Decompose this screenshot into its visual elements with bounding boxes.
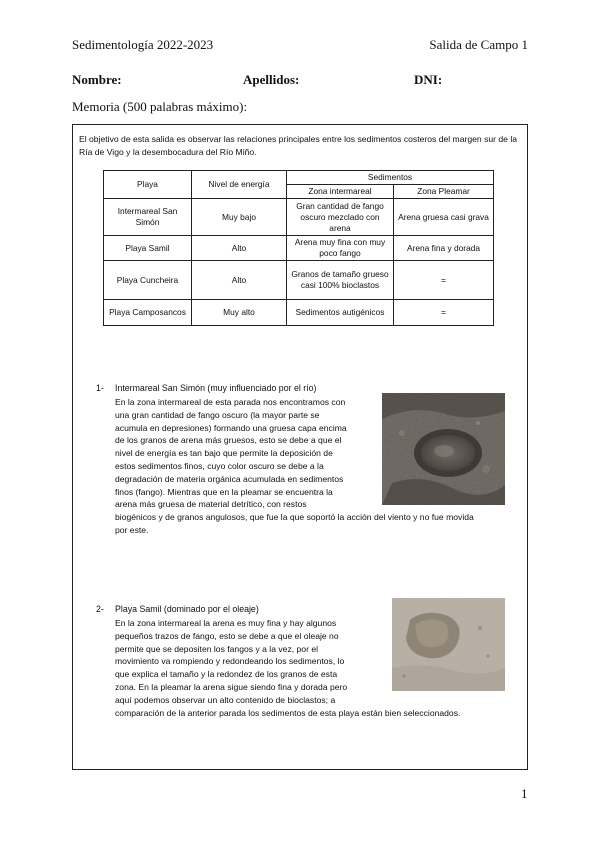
label-apellidos: Apellidos: bbox=[243, 72, 300, 87]
cell-pleamar: Arena fina y dorada bbox=[394, 236, 494, 261]
text-line: nivel de energía es tan bajo que permite la deposición de bbox=[115, 448, 333, 459]
cell-intermareal: Granos de tamaño grueso casi 100% bioclastos bbox=[287, 261, 394, 300]
section-1-number: 1- bbox=[96, 383, 104, 393]
th-pleamar: Zona Pleamar bbox=[394, 185, 494, 199]
memoria-heading: Memoria (500 palabras máximo): bbox=[72, 99, 248, 114]
th-nivel: Nivel de energía bbox=[192, 171, 287, 199]
th-sedimentos: Sedimentos bbox=[287, 171, 494, 185]
text-line: pequeños trazos de fango, esto se debe a que el oleaje no bbox=[115, 630, 339, 641]
text-line: de los granos de arena más gruesos, esto se debe a que el bbox=[115, 435, 342, 446]
section-2-number: 2- bbox=[96, 604, 104, 614]
text-line: En la zona intermareal de esta parada nos encontramos con bbox=[115, 397, 346, 407]
text-line: estos sedimentos finos, cuyo color oscuro se debe a la bbox=[115, 460, 324, 471]
page-number: 1 bbox=[521, 786, 528, 801]
cell-pleamar: = bbox=[394, 261, 494, 300]
text-line: comparación de la anterior parada los sedimentos de esta playa están bien seleccionados. bbox=[115, 707, 461, 718]
cell-nivel: Muy bajo bbox=[192, 199, 287, 236]
text-line: que explica el tamaño y la redondez de los granos de esta bbox=[115, 669, 338, 680]
cell-playa: Intermareal San Simón bbox=[104, 199, 192, 236]
text-line: zona. En la pleamar la arena sigue siendo fina y dorada pero bbox=[115, 681, 348, 692]
text-line: degradación de materia orgánica acumulada en sedimentos bbox=[115, 473, 344, 484]
cell-playa: Playa Camposancos bbox=[104, 300, 192, 326]
text-line: En la zona intermareal la arena es muy fina y hay algunos bbox=[115, 618, 337, 628]
cell-nivel: Muy alto bbox=[192, 300, 287, 326]
cell-playa: Playa Samil bbox=[104, 236, 192, 261]
text-line: por este. bbox=[115, 524, 149, 535]
cell-intermareal: Arena muy fina con muy poco fango bbox=[287, 236, 394, 261]
th-playa: Playa bbox=[104, 171, 192, 199]
text-line: biogénicos y de granos angulosos, que fue la que soportó la acción del viento y no fue movida bbox=[115, 512, 474, 523]
text-line: arena más gruesa de material detrítico, con restos bbox=[115, 499, 307, 510]
label-nombre: Nombre: bbox=[72, 72, 122, 87]
cell-pleamar: Arena gruesa casi grava bbox=[394, 199, 494, 236]
section-2-title: Playa Samil (dominado por el oleaje) bbox=[115, 604, 259, 614]
cell-playa: Playa Cuncheira bbox=[104, 261, 192, 300]
text-line: acumula en depresiones) formando una gruesa capa encima bbox=[115, 422, 347, 433]
intro-text: El objetivo de esta salida es observar las relaciones principales entre los sedimentos costeros del margen sur de la Ría de Vigo y la desembocadura del Río Miño. bbox=[79, 134, 518, 157]
text-line: permite que se depositen los fangos y a la vez, por el bbox=[115, 643, 319, 654]
table-row bbox=[104, 261, 494, 300]
text-line: una gran cantidad de fango oscuro (la mayor parte se bbox=[115, 409, 320, 420]
cell-nivel: Alto bbox=[192, 261, 287, 300]
th-intermareal: Zona intermareal bbox=[287, 185, 394, 199]
section-1-title: Intermareal San Simón (muy influenciado por el río) bbox=[115, 383, 317, 393]
photo-samil-sand bbox=[392, 598, 505, 691]
table-row bbox=[104, 236, 494, 261]
header-course: Sedimentología 2022-2023 bbox=[72, 37, 214, 52]
table-row bbox=[104, 300, 494, 326]
cell-nivel: Alto bbox=[192, 236, 287, 261]
label-dni: DNI: bbox=[414, 72, 443, 87]
header-activity: Salida de Campo 1 bbox=[429, 37, 528, 52]
photo-san-simon-mud bbox=[382, 393, 505, 505]
cell-intermareal: Gran cantidad de fango oscuro mezclado con arena bbox=[287, 199, 394, 236]
sediments-table bbox=[103, 170, 494, 326]
text-line: aquí podemos observar un alto contenido de bioclastos; a bbox=[115, 694, 336, 705]
cell-intermareal: Sedimentos autigénicos bbox=[287, 300, 394, 326]
cell-pleamar: = bbox=[394, 300, 494, 326]
text-line: movimiento va rompiendo y redondeando los sedimentos, lo bbox=[115, 656, 345, 667]
table-row bbox=[104, 199, 494, 236]
text-line: finos (fango). Mientras que en la pleamar se encuentra la bbox=[115, 486, 333, 497]
